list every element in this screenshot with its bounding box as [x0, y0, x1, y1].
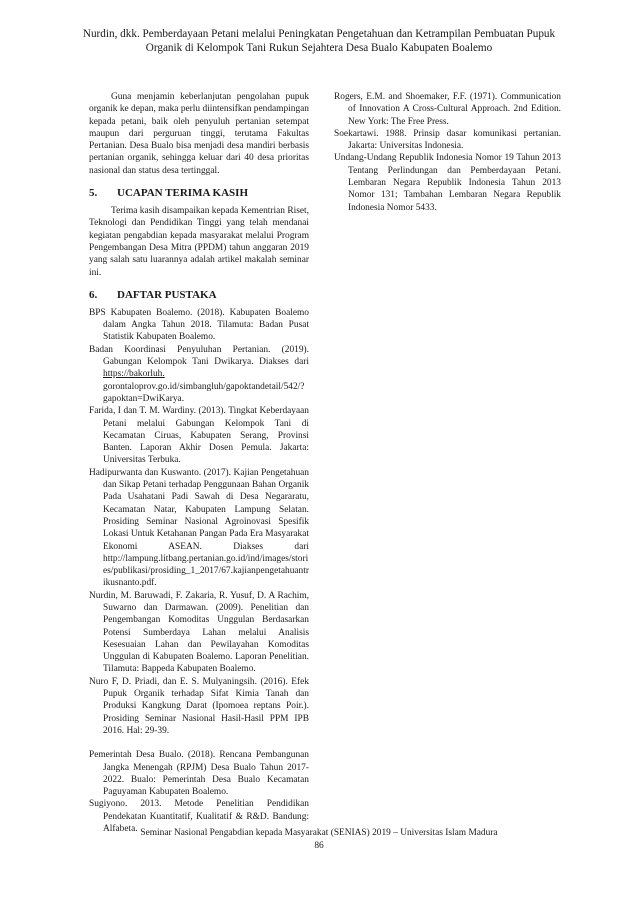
running-header	[40, 27, 598, 55]
reference-hadipurwanta: Hadipurwanta dan Kuswanto. (2017). Kajian Pengetahuan dan Sikap Petani terhadap Penggunaan Bahan Organik Pada Usahatani Padi Sawah di Desa Negararatu, Kecamatan Natar, Kabupaten Lampung Selatan. Prosiding Seminar Nasional Agroinovasi Spesifik Lokasi Untuk Ketahanan Pangan Pada Era Masyarakat Ekonomi ASEAN. Diakses dari http://lampung.litbang.pertanian.go.id/ind/images/stories/publikasi/prosiding_1_2017/67.kajianpengetahuantrikusnanto.pdf.	[89, 467, 309, 589]
reference-badan-url-tail: gorontaloprov.go.id/simbangluh/gapoktandetail/542/?gapoktan=DwiKarya.	[103, 381, 305, 404]
reference-rogers: Rogers, E.M. and Shoemaker, F.F. (1971). Communication of Innovation A Cross-Cultural Approach. 2nd Edition. New York: The Free Press.	[334, 92, 561, 127]
running-header-line-2: Organik di Kelompok Tani Rukun Sejahtera Desa Bualo Kabupaten Boalemo	[145, 42, 493, 54]
reference-spacer	[89, 737, 309, 749]
reference-pemerintah-desa: Pemerintah Desa Bualo. (2018). Rencana Pembangunan Jangka Menengah (RPJM) Desa Bualo Tahun 2017-2022. Bualo: Pemerintah Desa Bualo Kecamatan Paguyaman Kabupaten Boalemo.	[89, 750, 309, 798]
section-5-heading	[89, 186, 309, 200]
reference-soekartawi: Soekartawi. 1988. Prinsip dasar komunikasi pertanian. Jakarta: Universitas Indonesia.	[334, 128, 561, 152]
left-column	[89, 91, 309, 835]
section-6-heading	[89, 288, 309, 302]
section-6-number: 6.	[89, 288, 98, 301]
reference-nurdin: Nurdin, M. Baruwadi, F. Zakaria, R. Yusuf, D. A Rachim, Suwarno dan Darmawan. (2009). Penelitian dan Pengembangan Komoditas Unggulan Berdasarkan Potensi Sumberdaya Lahan melalui Analisis Kesesuaian Lahan dan Pewilayahan Komoditas Unggulan di Kabupaten Boalemo. Laporan Penelitian. Tilamuta: Bappeda Kabupaten Boalemo.	[89, 590, 309, 675]
closing-paragraph: Guna menjamin keberlanjutan pengolahan pupuk organik ke depan, maka perlu diintensifkan pendampingan kepada petani, baik oleh penyuluh pertanian setempat maupun dari perguruan tinggi, terutama Fakultas Pertanian. Desa Bualo bisa menjadi desa mandiri berbasis pertanian organik, sehingga keluar dari 40 desa prioritas nasional dan status desa tertinggal.	[89, 92, 309, 176]
section-5-title: UCAPAN TERIMA KASIH	[117, 187, 248, 200]
reference-badan-link[interactable]: https://bakorluh.	[103, 369, 165, 380]
section-6-title: DAFTAR PUSTAKA	[117, 288, 217, 301]
footer-seminar-line: Seminar Nasional Pengabdian kepada Masyarakat (SENIAS) 2019 – Universitas Islam Madura	[140, 828, 498, 838]
reference-undang-undang: Undang-Undang Republik Indonesia Nomor 19 Tahun 2013 Tentang Perlindungan dan Pemberdayaan Petani. Lembaran Negara Republik Indonesia Tahun 2013 Nomor 131; Tambahan Lembaran Negara Republik Indonesia Nomor 5433.	[334, 153, 561, 213]
reference-farida: Farida, I dan T. M. Wardiny. (2013). Tingkat Keberdayaan Petani melalui Gabungan Kelompok Tani di Kecamatan Ciruas, Kabupaten Serang, Provinsi Banten. Laporan Akhir Dosen Pemula. Jakarta: Universitas Terbuka.	[89, 406, 309, 466]
running-header-line-1: Nurdin, dkk. Pemberdayaan Petani melalui Peningkatan Pengetahuan dan Ketrampilan Pembuatan Pupuk	[82, 28, 556, 40]
reference-badan-text: Badan Koordinasi Penyuluhan Pertanian. (2019). Gabungan Kelompok Tani Dwikarya. Diakses dari	[89, 344, 309, 368]
page-number: 86	[314, 840, 324, 851]
reference-nuro: Nuro F, D. Priadi, dan E. S. Mulyaningsih. (2016). Efek Pupuk Organik terhadap Sifat Kimia Tanah dan Produksi Kangkung Darat (Ipomoea reptans Poir.). Prosiding Seminar Nasional Hasil-Hasil PPM IPB 2016. Hal: 29-39.	[89, 676, 309, 736]
section-5-number: 5.	[89, 187, 98, 200]
reference-badan-koordinasi	[89, 344, 309, 405]
reference-sugiyono: Sugiyono. 2013. Metode Penelitian Pendidikan Pendekatan Kuantitatif, Kualitatif & R&D. Bandung: Alfabeta.	[89, 799, 309, 835]
right-column	[334, 91, 561, 214]
reference-bps: BPS Kabupaten Boalemo. (2018). Kabupaten Boalemo dalam Angka Tahun 2018. Tilamuta: Badan Pusat Statistik Kabupaten Boalemo.	[89, 307, 309, 343]
page-footer	[40, 827, 598, 852]
acknowledgement-paragraph: Terima kasih disampaikan kepada Kementrian Riset, Teknologi dan Pendidikan Tinggi yang telah mendanai kegiatan pengabdian kepada masyarakat melalui Program Pengembangan Desa Mitra (PPDM) tahun anggaran 2019 yang salah satu luarannya adalah artikel makalah seminar ini.	[89, 206, 309, 278]
